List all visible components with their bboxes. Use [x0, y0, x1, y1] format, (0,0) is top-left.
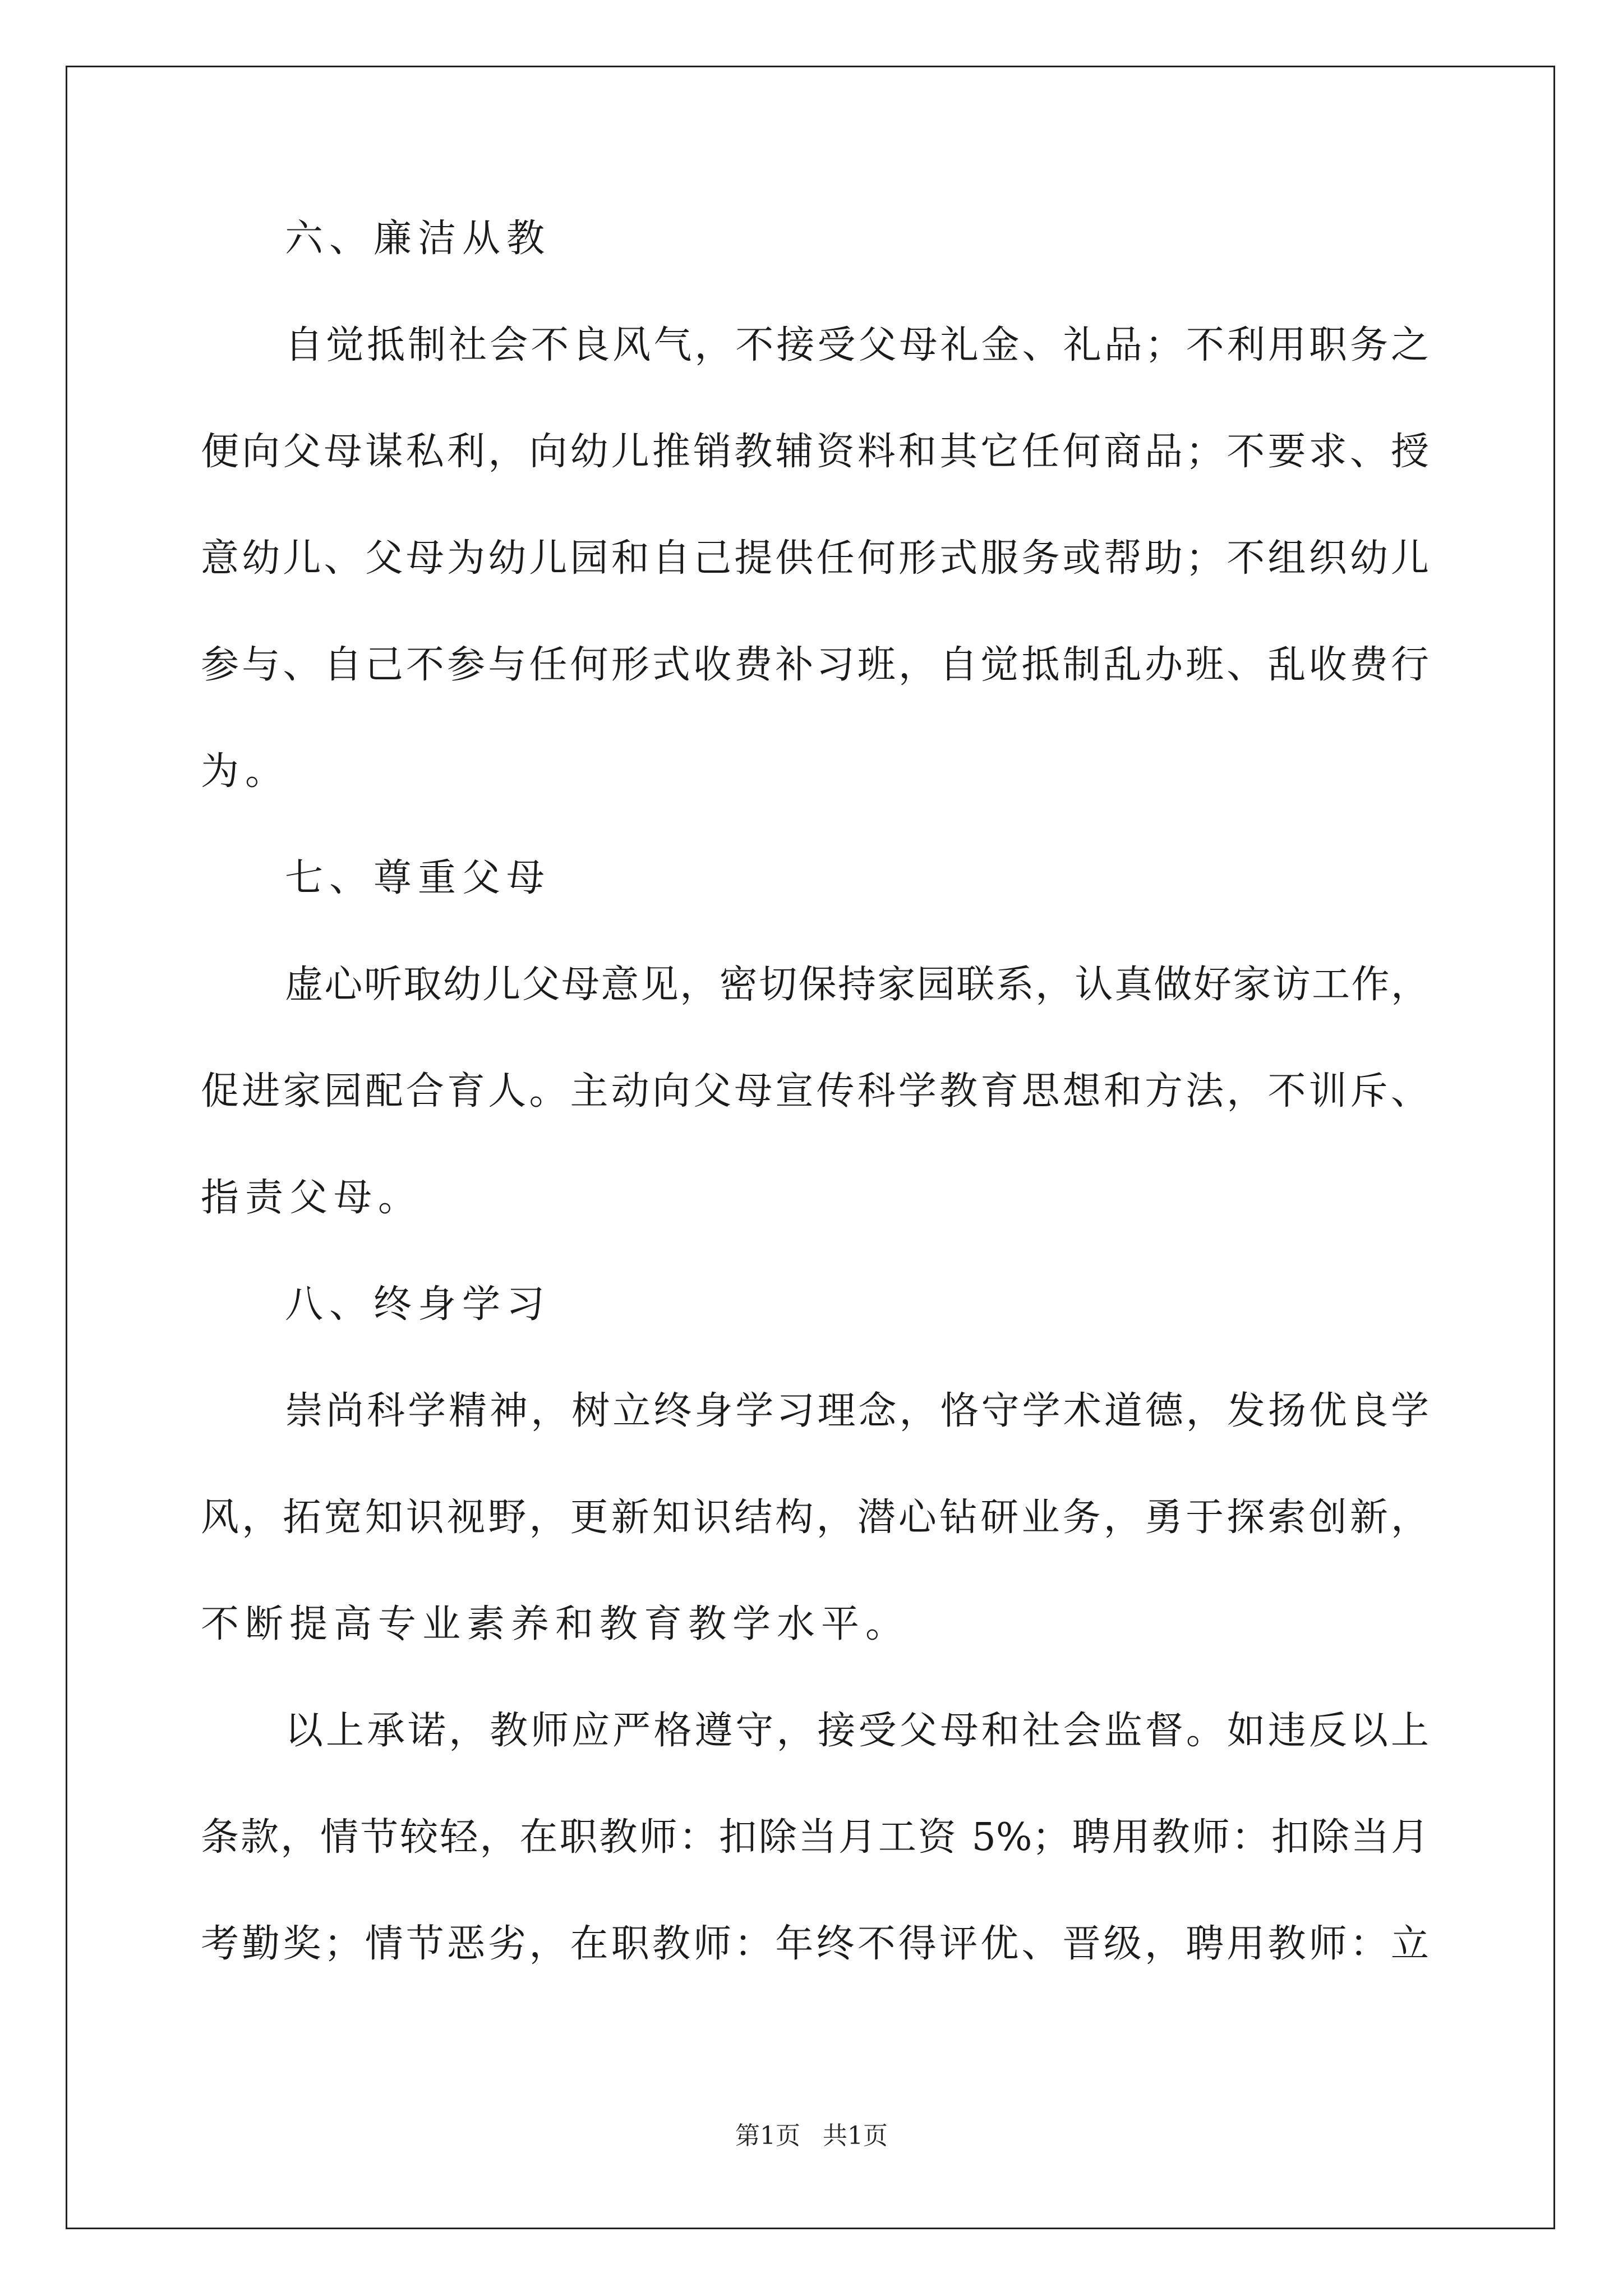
- paragraph-line: 指责父母。: [201, 1176, 423, 1220]
- paragraph-line: 风，拓宽知识视野，更新知识结构，潜心钻研业务，勇于探索创新，: [201, 1496, 1429, 1540]
- page-total: 共1页: [823, 2122, 888, 2150]
- page-number: 第1页: [735, 2122, 800, 2150]
- paragraph-line: 条款，情节较轻，在职教师：扣除当月工资 5%；聘用教师：扣除当月: [201, 1815, 1429, 1860]
- paragraph-line: 促进家园配合育人。主动向父母宣传科学教育思想和方法，不训斥、: [201, 1069, 1429, 1114]
- paragraph-line: 便向父母谋私利，向幼儿推销教辅资料和其它任何商品；不要求、授: [201, 430, 1429, 474]
- paragraph-line: 为。: [201, 749, 290, 794]
- section-heading: 七、尊重父母: [285, 856, 551, 900]
- section-heading: 六、廉洁从教: [285, 217, 551, 261]
- section-heading: 八、终身学习: [285, 1282, 551, 1327]
- document-body: [201, 212, 1429, 2024]
- paragraph-line: 意幼儿、父母为幼儿园和自己提供任何形式服务或帮助；不组织幼儿: [201, 536, 1429, 581]
- paragraph-line: 考勤奖；情节恶劣，在职教师：年终不得评优、晋级，聘用教师：立: [201, 1922, 1429, 1966]
- paragraph-line: 不断提高专业素养和教育教学水平。: [201, 1602, 910, 1646]
- paragraph-line: 参与、自己不参与任何形式收费补习班，自觉抵制乱办班、乱收费行: [201, 643, 1429, 687]
- paragraph-line: 自觉抵制社会不良风气，不接受父母礼金、礼品；不利用职务之: [285, 323, 1429, 367]
- page-footer: [0, 2119, 1623, 2153]
- paragraph-line: 虚心听取幼儿父母意见，密切保持家园联系，认真做好家访工作，: [285, 963, 1429, 1007]
- paragraph-line: 崇尚科学精神，树立终身学习理念，恪守学术道德，发扬优良学: [285, 1389, 1429, 1433]
- paragraph-line: 以上承诺，教师应严格遵守，接受父母和社会监督。如违反以上: [285, 1709, 1429, 1753]
